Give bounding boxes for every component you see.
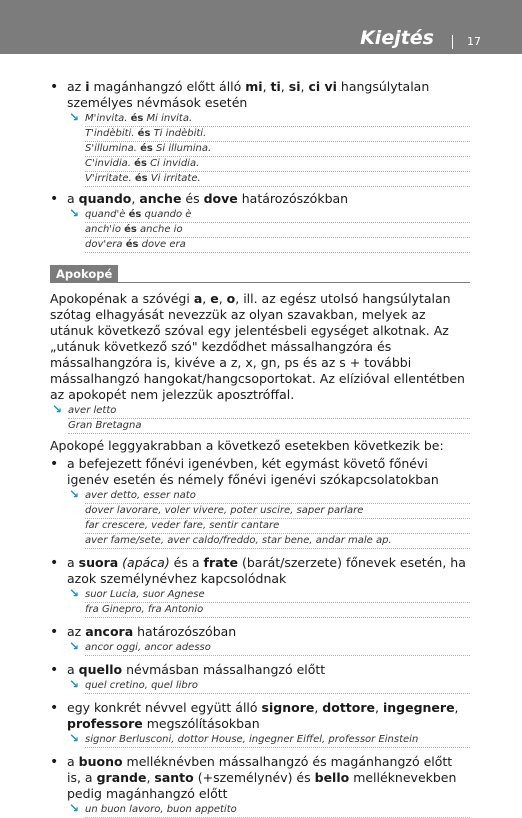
example-line: ↘ quel cretino, quel libro [85,679,470,694]
bullet-text: • a quando, anche és dove határozószókban [67,191,349,206]
example-line: anch'io és anche io [85,223,470,238]
apocope-case-item [50,624,470,656]
example-line: ↘ signor Berlusconi, dottor House, ingegner Eiffel, professor Einstein [85,733,470,748]
example-line: ↘ suor Lucia, suor Agnese [85,588,470,603]
apocope-case-item [50,456,470,549]
example-line: V'irritate. és Vi irritate. [85,172,470,187]
example-line: ↘ quand'è és quando è [85,208,470,223]
example-block [67,489,470,549]
chapter-title: Kiejtés [360,27,434,49]
page-content [50,79,470,818]
bullet-text: • a buono melléknévben mássalhangzó és magánhangzó előtt is, a grande, santo (+személynév) és bello melléknevekben pedig magánhangzó előtt [67,754,457,801]
example-line: dover lavorare, voler vivere, poter uscire, saper parlare [85,504,470,519]
example-line: aver fame/sete, aver caldo/freddo, star bene, andar male ap. [85,534,470,549]
example-block [67,588,470,618]
example-block [67,679,470,694]
apocope-case-list [50,456,470,818]
bullet-text: • az i magánhangzó előtt álló mi, ti, si, ci vi hangsúlytalan személyes névmások esetén [67,79,430,110]
example-line: ↘ un buon lavoro, buon appetito [85,803,470,818]
apocope-case-item [50,700,470,748]
intro-example-block [50,404,470,434]
bullet-adverbs [50,191,470,253]
apocope-case-item [50,555,470,618]
apocope-case-item [50,662,470,694]
bullet-text: • a quello névmásban mássalhangzó előtt [67,662,326,677]
bullet-text: • az ancora határozószóban [67,624,237,639]
example-line: ↘ M'invita. és Mi invita. [85,112,470,127]
example-block [67,112,470,187]
intro-paragraph: Apokopénak a szóvégi a, e, o, ill. az egész utolsó hangsúlytalan szótag elhagyását nevezzük az olyan szavakban, melyek az utánuk következő szóval egy jelentésbeli egységet alkotnak. Az „utánuk következő szó" kezdődhet mássalhangzóra és mássalhangzóra is, kivéve a z, x, gn, ps és az s + további mássalhangzó hangokat/hangcsoportokat. Az elízióval ellentétben az apokopét nem jelezzük aposztróffal. [50,291,465,402]
example-line: ↘ aver letto [68,404,470,419]
example-line: ↘ aver detto, esser nato [85,489,470,504]
example-block [67,208,470,253]
header-divider [452,35,453,49]
example-line: T'indèbiti. és Ti indèbiti. [85,127,470,142]
example-line: far crescere, veder fare, sentir cantare [85,519,470,534]
page-number: 17 [467,35,481,48]
bullet-personal-pronouns [50,79,470,187]
section-heading: Apokopé [50,265,118,283]
example-block [67,641,470,656]
example-line: C'invidia. és Ci invidia. [85,157,470,172]
bullet-text: • a suora (apáca) és a frate (barát/szerzete) főnevek esetén, ha azok személynévhez kapcsolódnak [67,555,466,586]
example-line: Gran Bretagna [68,419,470,434]
lead-sentence: Apokopé leggyakrabban a következő esetekben következik be: [50,438,444,453]
example-line: ↘ ancor oggi, ancor adesso [85,641,470,656]
apocope-case-item [50,754,470,818]
example-line: dov'era és dove era [85,238,470,253]
example-line: S'illumina. és Si illumina. [85,142,470,157]
example-line: fra Ginepro, fra Antonio [85,603,470,618]
bullet-text: • egy konkrét névvel együtt álló signore, dottore, ingegnere, professore megszólításokban [67,700,459,731]
example-block [67,803,470,818]
page-header [0,0,522,54]
bullet-text: • a befejezett főnévi igenévben, két egymást követő főnévi igenév esetén és némely főnévi igenévi szókapcsolatokban [67,456,439,487]
example-block [67,733,470,748]
